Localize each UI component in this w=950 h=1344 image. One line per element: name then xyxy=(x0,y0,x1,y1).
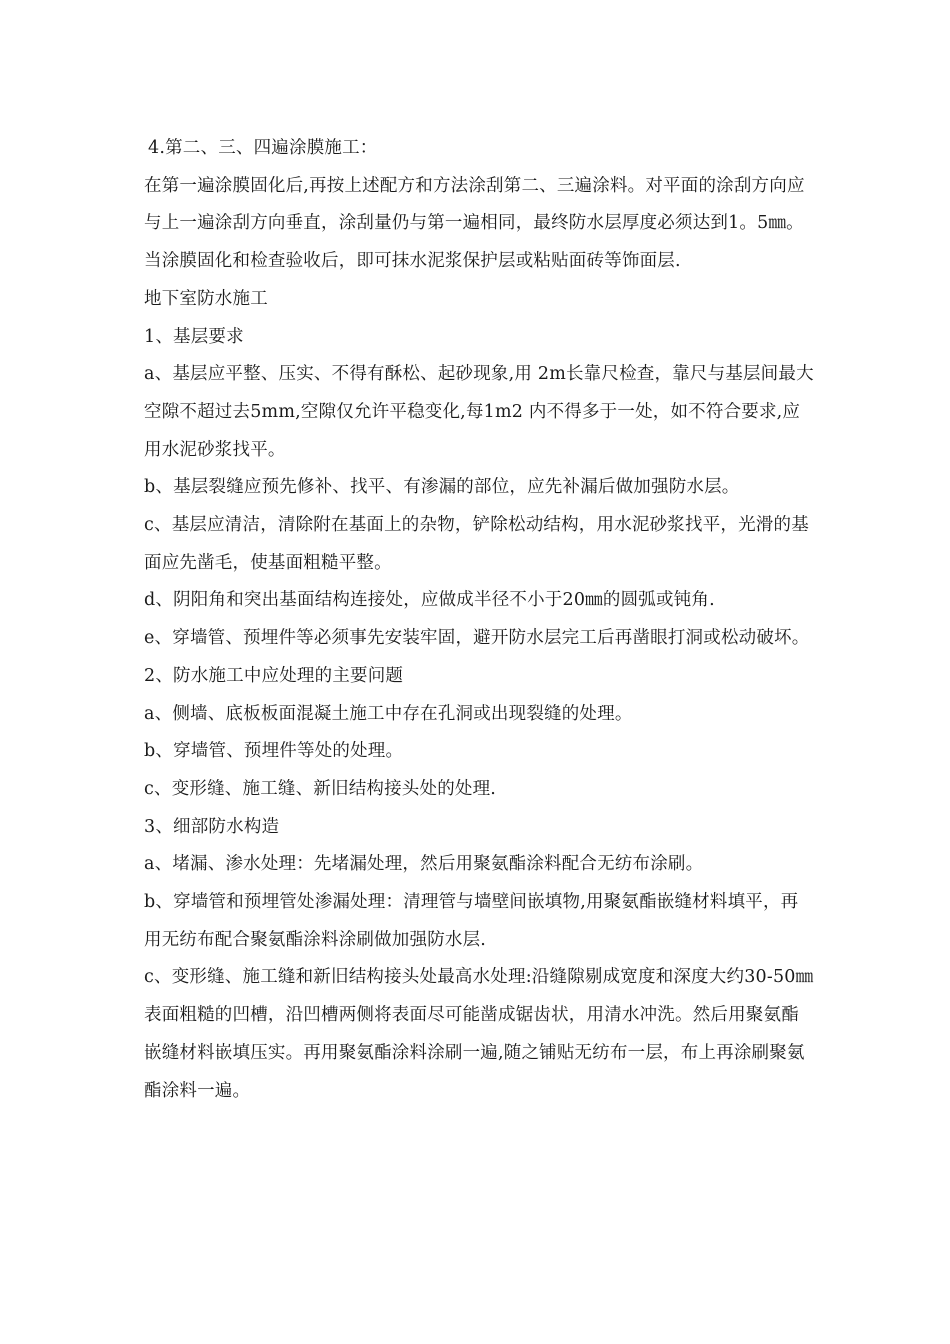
list-item-base-b: b、基层裂缝应预先修补、找平、有渗漏的部位，应先补漏后做加强防水层。 xyxy=(144,477,740,498)
subheading-base-requirements: 1、基层要求 xyxy=(144,326,244,347)
list-item-issues-b: b、穿墙管、预埋件等处的处理。 xyxy=(144,741,404,762)
list-item-base-c: c、基层应清洁，清除附在基面上的杂物，铲除松动结构，用水泥砂浆找平，光滑的基面应先凿毛，使基面粗糙平整。 xyxy=(144,515,809,573)
list-item-detail-a: a、堵漏、渗水处理：先堵漏处理，然后用聚氨酯涂料配合无纺布涂刷。 xyxy=(144,854,704,875)
list-item-detail-b: b、穿墙管和预埋管处渗漏处理：清理管与墙壁间嵌填物,用聚氨酯嵌缝材料填平，再用无纺布配合聚氨酯涂料涂刷做加强防水层. xyxy=(144,892,799,950)
subheading-detail-construction: 3、细部防水构造 xyxy=(144,816,280,837)
subheading-main-issues: 2、防水施工中应处理的主要问题 xyxy=(144,665,404,686)
list-item-detail-c: c、变形缝、施工缝和新旧结构接头处最高水处理:沿缝隙剔成宽度和深度大约30-50㎜表面粗糙的凹槽，沿凹槽两侧将表面尽可能凿成锯齿状，用清水冲洗。然后用聚氨酯嵌缝材料嵌填压实。再用聚氨酯涂料涂刷一遍,随之铺贴无纺布一层，布上再涂刷聚氨酯涂料一遍。 xyxy=(144,967,814,1101)
section-heading-step-4: 4.第二、三、四遍涂膜施工： xyxy=(148,138,378,158)
list-item-base-d: d、阴阳角和突出基面结构连接处，应做成半径不小于20㎜的圆弧或钝角. xyxy=(144,590,715,611)
list-item-issues-a: a、侧墙、底板板面混凝土施工中存在孔洞或出现裂缝的处理。 xyxy=(144,703,633,724)
section-heading-basement-waterproofing: 地下室防水施工 xyxy=(144,288,268,309)
paragraph-step-4-body: 在第一遍涂膜固化后,再按上述配方和方法涂刮第二、三遍涂料。对平面的涂刮方向应与上一遍涂刮方向垂直，涂刮量仍与第一遍相同，最终防水层厚度必须达到1。5㎜。当涂膜固化和检查验收后，即可抹水泥浆保护层或粘贴面砖等饰面层. xyxy=(144,175,805,272)
document-body xyxy=(144,130,814,1110)
list-item-base-e: e、穿墙管、预埋件等必须事先安装牢固，避开防水层完工后再凿眼打洞或松动破坏。 xyxy=(144,628,810,649)
list-item-issues-c: c、变形缝、施工缝、新旧结构接头处的处理. xyxy=(144,778,497,799)
list-item-base-a: a、基层应平整、压实、不得有酥松、起砂现象,用 2m长靠尺检查，靠尺与基层间最大空隙不超过去5mm,空隙仅允许平稳变化,每1m2 内不得多于一处，如不符合要求,应用水泥砂浆找平。 xyxy=(144,364,814,460)
